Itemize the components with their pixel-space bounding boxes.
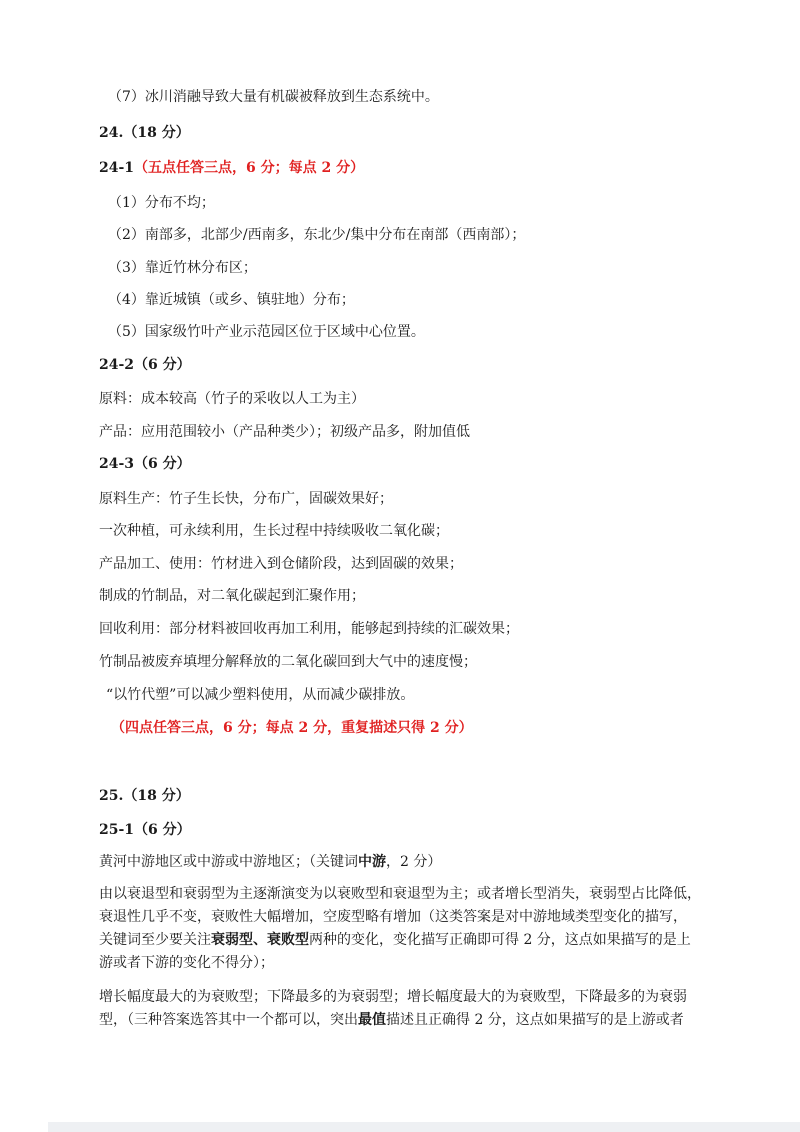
answer-line: 原料生产：竹子生长快，分布广，固碳效果好； xyxy=(99,491,393,507)
question-25-1-header: 25-1（6 分） xyxy=(99,822,191,838)
list-item: （3）靠近竹林分布区； xyxy=(108,260,257,276)
answer-paragraph: 增长幅度最大的为衰败型；下降最多的为衰弱型；增长幅度最大的为衰败型，下降最多的为衰弱 型，（三种答案选答其中一个都可以，突出最值描述且正确得 2 分，这点如果描写的是上游或者 xyxy=(99,989,687,1028)
answer-line: 回收利用：部分材料被回收再加工利用，能够起到持续的汇碳效果； xyxy=(99,621,519,637)
answer-line: 竹制品被废弃填埋分解释放的二氧化碳回到大气中的速度慢； xyxy=(99,654,477,670)
question-24-3-header: 24-3（6 分） xyxy=(99,456,191,472)
question-25-title: 25.（18 分） xyxy=(99,788,190,804)
list-item: （4）靠近城镇（或乡、镇驻地）分布； xyxy=(108,292,355,308)
keyword: 衰弱型、衰败型 xyxy=(211,932,309,948)
answer-line: 产品：应用范围较小（产品种类少）；初级产品多，附加值低 xyxy=(99,424,470,440)
answer-line-7: （7）冰川消融导致大量有机碳被释放到生态系统中。 xyxy=(108,89,439,105)
answer-line: 黄河中游地区或中游或中游地区；（关键词中游，2 分） xyxy=(99,854,442,870)
answer-line: “以竹代塑”可以减少塑料使用，从而减少碳排放。 xyxy=(106,687,415,703)
scoring-note: （四点任答三点，6 分；每点 2 分，重复描述只得 2 分） xyxy=(111,720,473,736)
list-item: （2）南部多，北部少/西南多，东北少/集中分布在南部（西南部）； xyxy=(108,227,526,243)
keyword: 中游 xyxy=(358,854,386,870)
list-item: （1）分布不均； xyxy=(108,195,215,211)
answer-line: 一次种植，可永续利用，生长过程中持续吸收二氧化碳； xyxy=(99,523,449,539)
question-24-1-label: 24-1 xyxy=(99,160,135,176)
answer-line: 原料：成本较高（竹子的采收以人工为主） xyxy=(99,391,365,407)
answer-line: 产品加工、使用：竹材进入到仓储阶段，达到固碳的效果； xyxy=(99,556,463,572)
list-item: （5）国家级竹叶产业示范园区位于区域中心位置。 xyxy=(108,324,425,340)
answer-paragraph: 由以衰退型和衰弱型为主逐渐演变为以衰败型和衰退型为主；或者增长型消失，衰弱型占比降低， 衰退性几乎不变，衰败性大幅增加，空废型略有增加（这类答案是对中游地域类型变化的描写， 关键词至少要关注衰弱型、衰败型两种的变化，变化描写正确即可得 2 分，这点如果描写的是上 游或者下游的变化不得分）； xyxy=(99,886,701,971)
keyword: 最值 xyxy=(358,1012,386,1028)
page-bottom-bar xyxy=(48,1122,800,1132)
question-24-2-header: 24-2（6 分） xyxy=(99,357,191,373)
answer-line: 制成的竹制品，对二氧化碳起到汇聚作用； xyxy=(99,588,365,604)
question-24-1-header xyxy=(99,159,364,177)
scoring-note: （五点任答三点，6 分；每点 2 分） xyxy=(134,160,365,176)
question-24-title: 24.（18 分） xyxy=(99,125,190,141)
